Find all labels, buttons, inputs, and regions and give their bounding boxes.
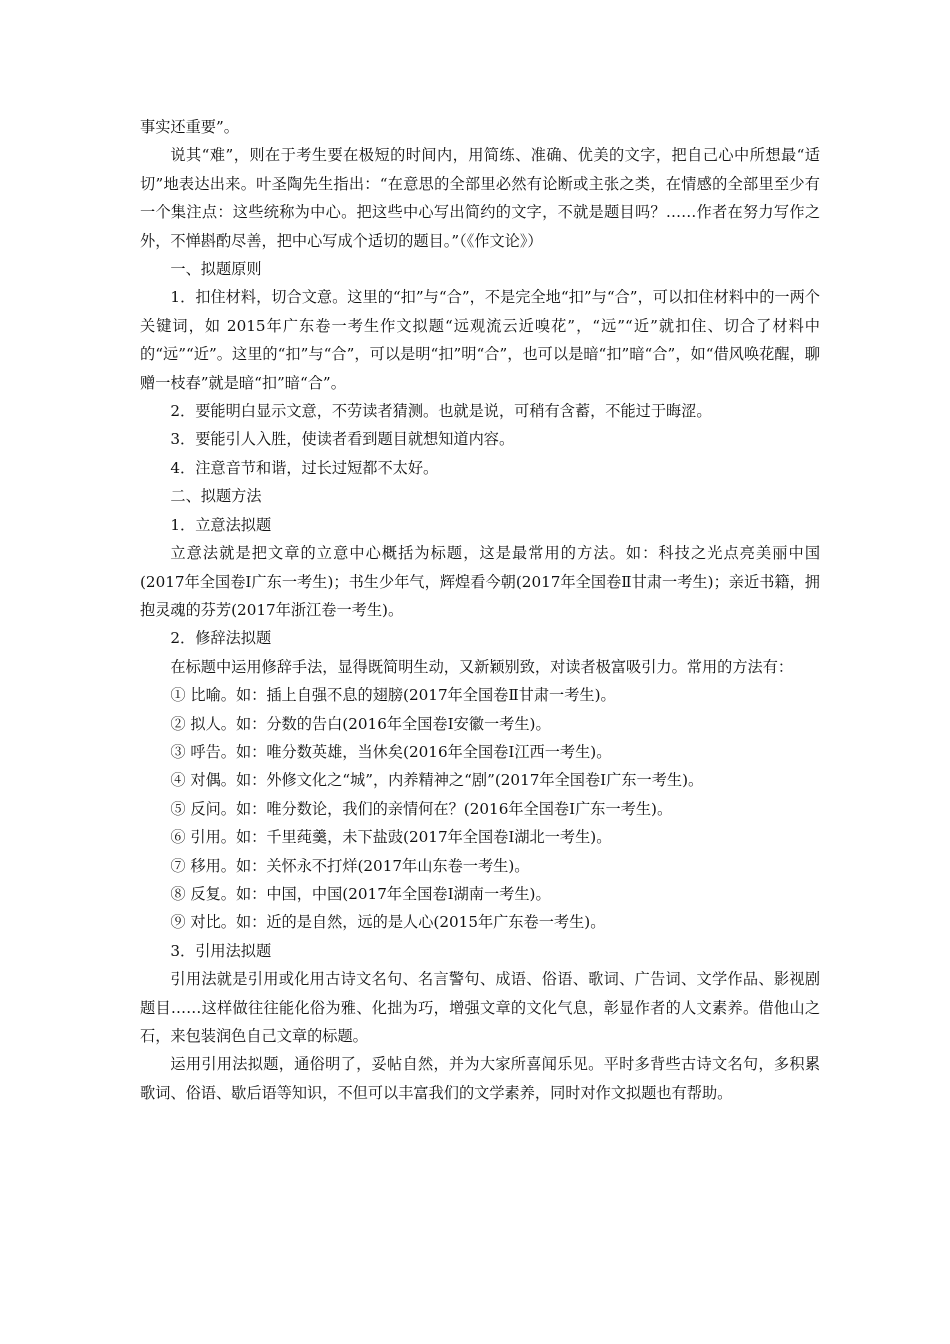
rhetoric-item-4: ④ 对偶。如：外修文化之“城”，内养精神之“剧”(2017年全国卷Ⅰ广东一考生)。 bbox=[170, 771, 704, 790]
paragraph-difficulty: 说其“难”，则在于考生要在极短的时间内，用简练、准确、优美的文字，把自己心中所想最“适切”地表达出来。叶圣陶先生指出：“在意思的全部里必然有论断或主张之类，在情感的全部里至少有一个集注点：这些统称为中心。把这些中心写出简约的文字，不就是题目吗？……作者在努力写作之外，不惮斟酌尽善，把中心写成个适切的题目。”（《作文论》） bbox=[140, 146, 820, 250]
principle-item-2: 2．要能明白显示文意，不劳读者猜测。也就是说，可稍有含蓄，不能过于晦涩。 bbox=[170, 402, 712, 421]
rhetoric-item-5: ⑤ 反问。如：唯分数论，我们的亲情何在？(2016年全国卷Ⅰ广东一考生)。 bbox=[170, 799, 673, 818]
rhetoric-item-6: ⑥ 引用。如：千里莼羹，未下盐豉(2017年全国卷Ⅰ湖北一考生)。 bbox=[170, 828, 612, 847]
rhetoric-item-2: ② 拟人。如：分数的告白(2016年全国卷Ⅰ安徽一考生)。 bbox=[170, 714, 551, 733]
document-page bbox=[140, 113, 820, 1107]
method-heading-1: 1．立意法拟题 bbox=[170, 515, 272, 534]
rhetoric-item-1: ① 比喻。如：插上自强不息的翅膀(2017年全国卷Ⅱ甘肃一考生)。 bbox=[170, 686, 616, 705]
rhetoric-item-9: ⑨ 对比。如：近的是自然，远的是人心(2015年广东卷一考生)。 bbox=[170, 913, 606, 932]
rhetoric-item-8: ⑧ 反复。如：中国，中国(2017年全国卷Ⅰ湖南一考生)。 bbox=[170, 884, 551, 903]
principle-item-4: 4．注意音节和谐，过长过短都不太好。 bbox=[170, 458, 439, 477]
method-2-paragraph: 在标题中运用修辞手法，显得既简明生动，又新颖别致，对读者极富吸引力。常用的方法有： bbox=[170, 657, 794, 676]
section-heading-principles: 一、拟题原则 bbox=[170, 260, 262, 279]
section-heading-methods: 二、拟题方法 bbox=[170, 487, 262, 506]
method-3-paragraph-2: 运用引用法拟题，通俗明了，妥帖自然，并为大家所喜闻乐见。平时多背些古诗文名句，多积累歌词、俗语、歇后语等知识，不但可以丰富我们的文学素养，同时对作文拟题也有帮助。 bbox=[140, 1055, 820, 1102]
paragraph-continuation: 事实还重要”。 bbox=[140, 118, 239, 136]
method-heading-2: 2．修辞法拟题 bbox=[170, 629, 272, 648]
method-1-paragraph: 立意法就是把文章的立意中心概括为标题，这是最常用的方法。如：科技之光点亮美丽中国(2017年全国卷Ⅰ广东一考生)；书生少年气，辉煌看今朝(2017年全国卷Ⅱ甘肃一考生)；亲近书籍，拥抱灵魂的芬芳(2017年浙江卷一考生)。 bbox=[140, 544, 820, 619]
rhetoric-item-7: ⑦ 移用。如：关怀永不打烊(2017年山东卷一考生)。 bbox=[170, 856, 530, 875]
principle-item-1: 1．扣住材料，切合文意。这里的“扣”与“合”，不是完全地“扣”与“合”，可以扣住材料中的一两个关键词，如 2015年广东卷一考生作文拟题“远观流云近嗅花”，“远”“近”就扣住、切合了材料中的“远”“近”。这里的“扣”与“合”，可以是明“扣”明“合”，也可以是暗“扣”暗“合”，如“借风唤花醒，聊赠一枝春”就是暗“扣”暗“合”。 bbox=[140, 288, 820, 392]
rhetoric-item-3: ③ 呼告。如：唯分数英雄，当休矣(2016年全国卷Ⅰ江西一考生)。 bbox=[170, 742, 612, 761]
method-3-paragraph-1: 引用法就是引用或化用古诗文名句、名言警句、成语、俗语、歌词、广告词、文学作品、影视剧题目……这样做往往能化俗为雅、化拙为巧，增强文章的文化气息，彰显作者的人文素养。借他山之石，来包装润色自己文章的标题。 bbox=[140, 970, 820, 1045]
principle-item-3: 3．要能引人入胜，使读者看到题目就想知道内容。 bbox=[170, 430, 515, 449]
method-heading-3: 3．引用法拟题 bbox=[170, 941, 272, 960]
